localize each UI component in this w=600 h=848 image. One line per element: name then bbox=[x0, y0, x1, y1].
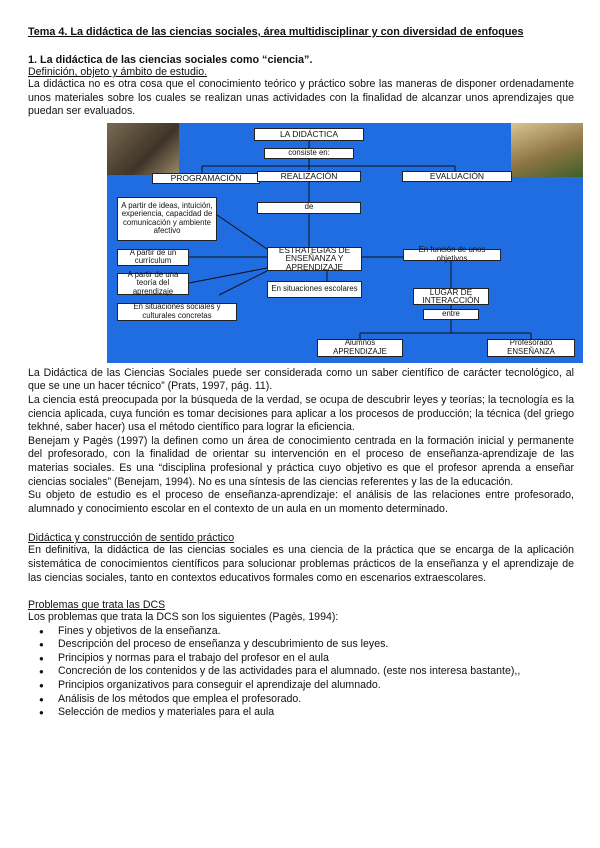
list-item: ● Principios organizativos para conseguir el aprendizaje del alumnado. bbox=[58, 679, 574, 693]
didactica-diagram bbox=[107, 123, 583, 363]
list-item: ● Descripción del proceso de enseñanza y descubrimiento de sus leyes. bbox=[58, 638, 574, 652]
box-a-partir-ideas: A partir de ideas, intuición, experiencia, capacidad de comunicación y ambiente afectivo bbox=[117, 197, 217, 241]
list-item: ● Análisis de los métodos que emplea el profesorado. bbox=[58, 693, 574, 707]
box-profesorado: Profesorado ENSEÑANZA bbox=[487, 339, 575, 357]
paragraph-ciencia: La ciencia está preocupada por la búsqueda de la verdad, se ocupa de descubrir leyes y teorías; la tecnología es la ciencia aplicada, cuya función es tomar decisiones para aplicar a los procesos de producción; la técnica (del griego tekhné, saber hacer) usa el método científico para lograr la eficiencia. bbox=[28, 393, 574, 434]
box-a-partir-teoria: A partir de una teoría del aprendizaje bbox=[117, 273, 189, 295]
diagram-connectors bbox=[107, 123, 583, 363]
subheading-problemas: Problemas que trata las DCS bbox=[28, 599, 166, 612]
box-a-partir-curriculum: A partir de un currículum bbox=[117, 249, 189, 266]
paragraph-problemas-intro: Los problemas que trata la DCS son los siguientes (Pagès, 1994): bbox=[28, 611, 339, 624]
box-alumnos: Alumnos APRENDIZAJE bbox=[317, 339, 403, 357]
box-situaciones-sociales: En situaciones sociales y culturales concretas bbox=[117, 303, 237, 321]
box-en-funcion-objetivos: En función de unos objetivos bbox=[403, 249, 501, 261]
box-situaciones-escolares: En situaciones escolares bbox=[267, 281, 362, 298]
box-de: de bbox=[257, 202, 361, 214]
document-title: Tema 4. La didáctica de las ciencias sociales, área multidisciplinar y con diversidad de enfoques bbox=[28, 26, 524, 38]
paragraph-sentido-practico: En definitiva, la didáctica de las ciencias sociales es una ciencia de la práctica que se encarga de la aplicación sistemática de conocimientos científicos para solucionar problemas prácticos de la enseñanza y el aprendizaje de las ciencias sociales, tanto en contextos educativos formales como en escenarios extraescolares. bbox=[28, 544, 574, 584]
problemas-list bbox=[28, 625, 574, 720]
box-estrategias: ESTRATEGIAS DE ENSEÑANZA Y APRENDIZAJE bbox=[267, 247, 362, 271]
paragraph-benejam: Benejam y Pagès (1997) la definen como un área de conocimiento centrada en la formación inicial y permanente del profesorado, con la finalidad de orientar su intervención en el proceso de enseñanza-aprendizaje de las materias sociales. Es una “disciplina profesional y práctica cuyo objetivo es que el profesor aprenda a enseñar ciencias sociales” (Benejam, 1994). No es una síntesis de las ciencias referentes y las de la educación. bbox=[28, 434, 574, 488]
list-item: ● Fines y objetivos de la enseñanza. bbox=[58, 625, 574, 639]
box-consiste: consiste en: bbox=[264, 148, 354, 159]
box-realizacion: REALIZACIÓN bbox=[257, 171, 361, 182]
document-page bbox=[28, 26, 574, 720]
list-item: ● Selección de medios y materiales para el aula bbox=[58, 706, 574, 720]
box-la-didactica: LA DIDÁCTICA bbox=[254, 128, 364, 141]
box-entre: entre bbox=[423, 309, 479, 320]
subheading-definicion: Definición, objeto y ámbito de estudio. bbox=[28, 66, 208, 78]
box-evaluacion: EVALUACIÓN bbox=[402, 171, 512, 182]
list-item: ● Principios y normas para el trabajo del profesor en el aula bbox=[58, 652, 574, 666]
box-programacion: PROGRAMACIÓN bbox=[152, 173, 260, 184]
intro-paragraph: La didáctica no es otra cosa que el conocimiento teórico y práctico sobre las maneras de disponer ordenadamente unos materiales sobre los cuales se realizan unas actividades con la finalidad de alcanzar unos aprendizajes que puedan ser evaluados. bbox=[28, 78, 574, 118]
section-heading: 1. La didáctica de las ciencias sociales como “ciencia”. bbox=[28, 54, 313, 66]
list-item: ● Concreción de los contenidos y de las actividades para el alumnado. (este nos interesa bastante),, bbox=[58, 665, 574, 679]
paragraph-prats: La Didáctica de las Ciencias Sociales puede ser considerada como un saber científico de carácter tecnológico, al que se une un hacer técnico” (Prats, 1997, pág. 11). bbox=[28, 366, 574, 393]
paragraph-objeto: Su objeto de estudio es el proceso de enseñanza-aprendizaje: el análisis de las relaciones entre profesorado, alumnado y conocimiento escolar en el contexto de un aula en un momento determinado. bbox=[28, 489, 574, 515]
subheading-sentido-practico: Didáctica y construcción de sentido práctico bbox=[28, 532, 235, 545]
box-lugar-interaccion: LUGAR DE INTERACCIÓN bbox=[413, 288, 489, 305]
